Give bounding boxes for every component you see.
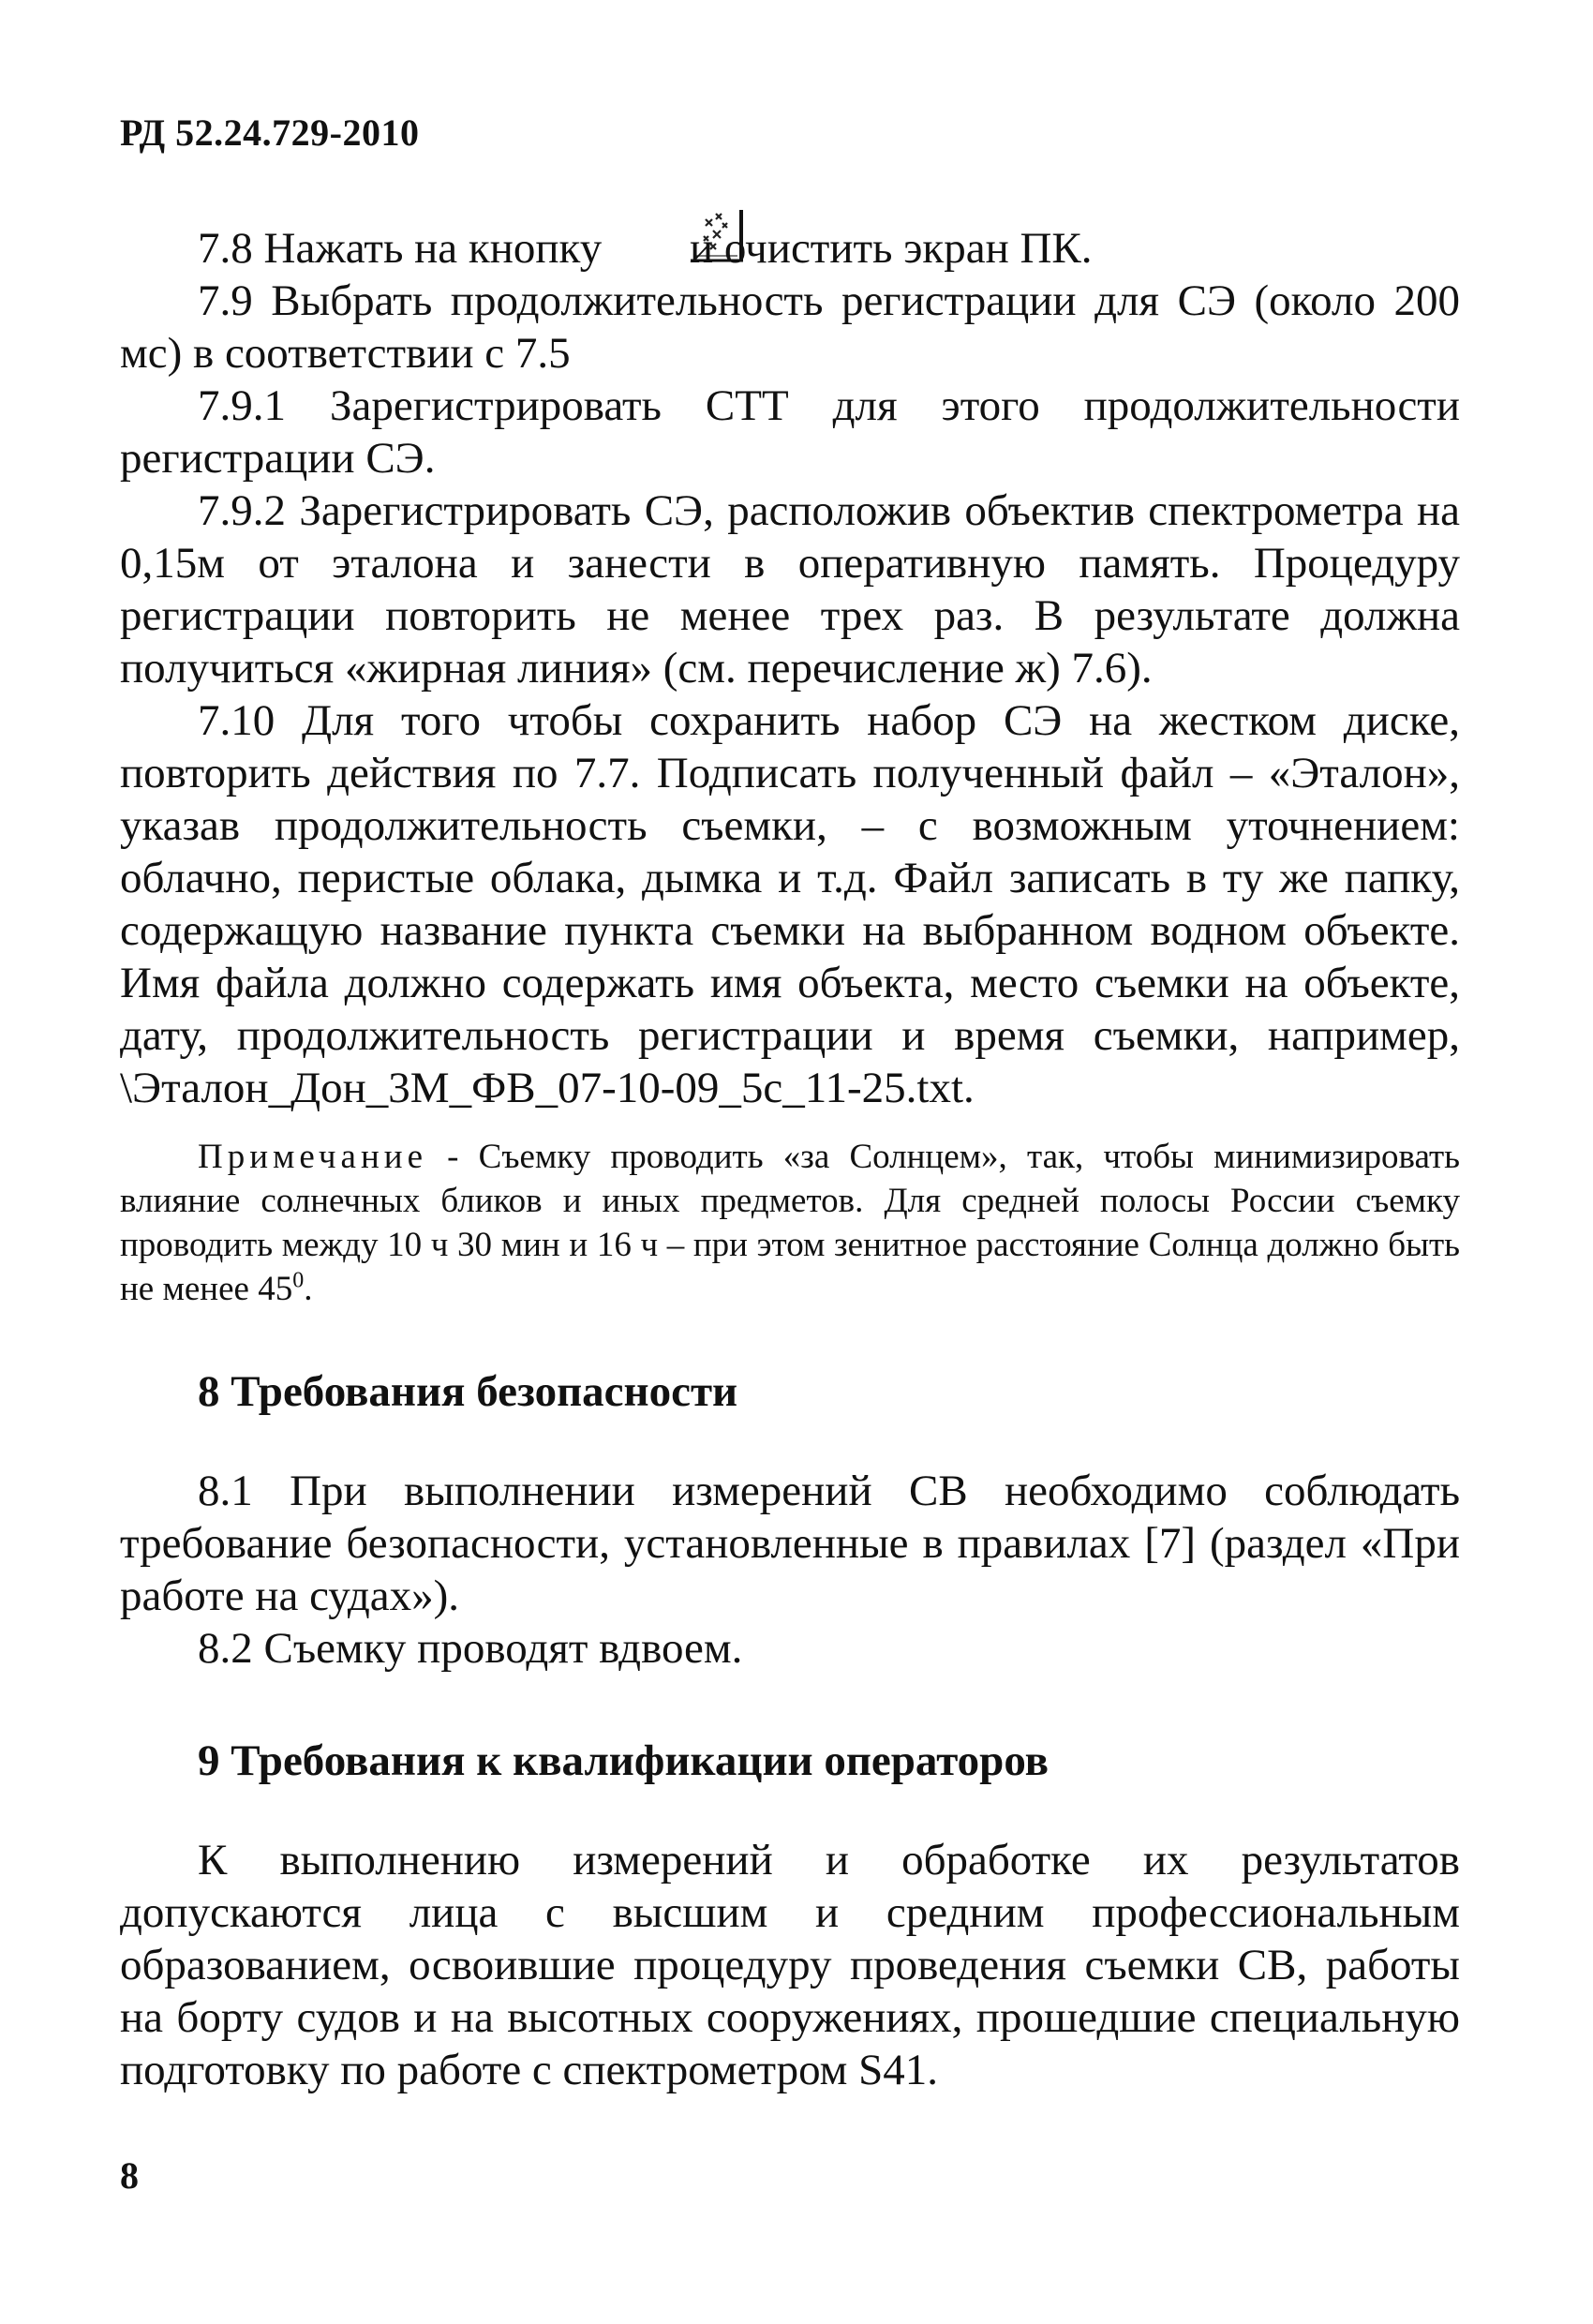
paragraph-7-8-end: и очистить экран ПК. xyxy=(689,224,1093,273)
paragraph-7-9-2: 7.9.2 Зарегистрировать СЭ, расположив объектив спектрометра на 0,15м от эталона и занести в оперативную память. Процедуру регистрации повторить не менее трех раз. В результате должна получиться «жирная линия» (см. перечисление ж) 7.6). xyxy=(120,486,1460,693)
section-9-heading: 9 Требования к квалификации операторов xyxy=(198,1736,1050,1785)
page-body xyxy=(120,208,1460,2096)
paragraph-7-8-start: 7.8 Нажать на кнопку xyxy=(198,224,603,273)
paragraph-7-8 xyxy=(120,208,1460,275)
paragraph-8-2: 8.2 Съемку проводят вдвоем. xyxy=(198,1624,743,1673)
paragraph-7-9: 7.9 Выбрать продолжительность регистрации для СЭ (около 200 мс) в соответствии с 7.5 xyxy=(120,276,1460,378)
note-block xyxy=(120,1135,1460,1311)
paragraph-7-10-filename: \Эталон_Дон_3М_ФВ_07-10-09_5с_11-25.txt. xyxy=(120,1064,975,1112)
note-label: Примечание xyxy=(198,1138,427,1176)
note-end: . xyxy=(304,1270,313,1308)
note-text: - Съемку проводить «за Солнцем», так, чтобы минимизировать влияние солнечных бликов и иных предметов. Для средней полосы России съемку проводить между 10 ч 30 мин и 16 ч – при этом зенитное расстояние Солнца должно быть не менее 45 xyxy=(120,1138,1460,1308)
paragraph-8-1: 8.1 При выполнении измерений СВ необходимо соблюдать требование безопасности, установленные в правилах [7] (раздел «При работе на судах»). xyxy=(120,1467,1460,1620)
page-number: 8 xyxy=(120,2154,139,2197)
section-8-heading: 8 Требования безопасности xyxy=(198,1367,738,1416)
paragraph-7-9-1: 7.9.1 Зарегистрировать СТТ для этого продолжительности регистрации СЭ. xyxy=(120,381,1460,483)
note-degree-superscript: 0 xyxy=(292,1268,305,1293)
document-code-header: РД 52.24.729-2010 xyxy=(120,112,420,154)
clear-screen-button-icon xyxy=(607,208,673,270)
paragraph-7-10: 7.10 Для того чтобы сохранить набор СЭ на жестком диске, повторить действия по 7.7. Подписать полученный файл – «Эталон», указав продолжительность съемки, – с возможным уточнением: облачно, перистые облака, дымка и т.д. Файл записать в ту же папку, содержащую название пункта съемки на выбранном водном объекте. Имя файла должно содержать имя объекта, место съемки на объекте, дату, продолжительность регистрации и время съемки, например, xyxy=(120,696,1460,1060)
paragraph-9: К выполнению измерений и обработке их результатов допускаются лица с высшим и средним профессиональным образованием, освоившие процедуру проведения съемки СВ, работы на борту судов и на высотных сооружениях, прошедшие специальную подготовку по работе с спектрометром S41. xyxy=(120,1836,1460,2094)
